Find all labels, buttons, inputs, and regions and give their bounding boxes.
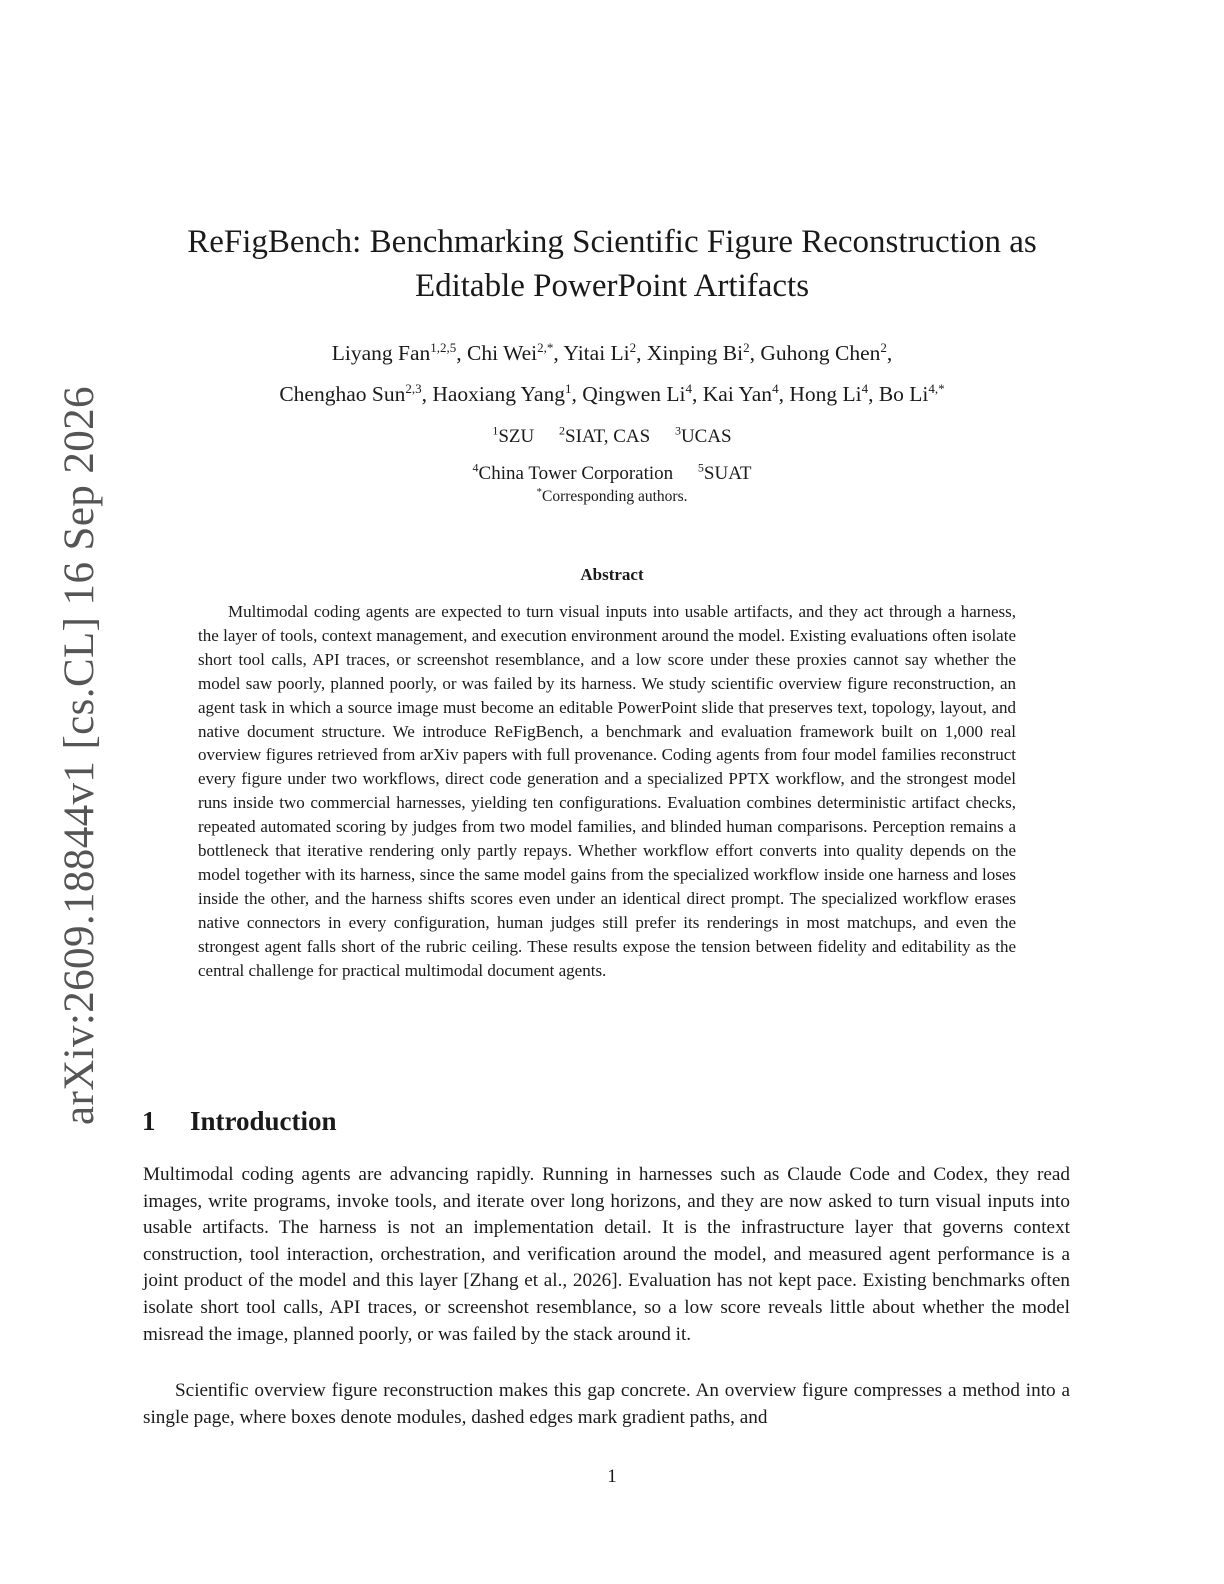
author: Chi Wei$^{2,*}$ [467, 340, 554, 366]
section-title: Introduction [190, 1106, 337, 1136]
body-paragraph: Scientific overview figure reconstruction makes this gap concrete. An overview figure compresses a method into a single page, where boxes denote modules, dashed edges mark gradient paths, and [143, 1380, 1070, 1428]
section-heading [142, 1106, 337, 1137]
affiliation-list [140, 416, 1084, 489]
author: Bo $Li^{4,*}$ [878, 381, 945, 407]
arxiv-identifier: arXiv:2609.18844v1 [cs.CL] 16 Sep 2026 [56, 386, 103, 1125]
author: Kai Yan$^4$ [702, 381, 779, 407]
body-paragraph: Multimodal coding agents are advancing rapidly. Running in harnesses such as Claude Code and Codex, they read images, write programs, invoke tools, and iterate over long horizons, and they are now asked to turn visual inputs into usable artifacts. The harness is not an implementation detail. It is the infrastructure layer that governs context construction, tool interaction, orchestration, and verification around the model, and measured agent performance is a joint product of the model and this layer [Zhang et al., 2026]. Evaluation has not kept pace. Existing benchmarks often isolate short tool calls, API traces, or screenshot resemblance, so a low score reveals little about whether the model misread the image, planned poorly, or was failed by the stack around it. [143, 1164, 1070, 1345]
affiliation: $^4$China Tower Corporation [472, 460, 674, 484]
affiliation: $^3$UCAS [674, 424, 732, 448]
author-list: Liyang Fan$^{1,2,5}$, Chi Wei$^{2,*}$, Yitai Li$^2$, Xinping Bi$^2$, Guhong Chen$^2$, Chenghao Sun$^{2,3}$, Haoxiang Yang$^1$, Qingwen Li$^4$, Kai Yan$^4$, Hong Li$^4$, Bo $Li^{4,*}$ [279, 340, 945, 407]
affiliation: $^1$SZU [492, 424, 535, 448]
abstract-text: Multimodal coding agents are expected to turn visual inputs into usable artifacts, and they act through a harness, the layer of tools, context management, and execution environment around the model. Existing evaluations often isolate short tool calls, API traces, or screenshot resemblance, and a low score under these proxies cannot say whether the model saw poorly, planned poorly, or was failed by its harness. We study scientific overview figure reconstruction, an agent task in which a source image must become an editable PowerPoint slide that preserves text, topology, layout, and native document structure. We introduce ReFigBench, a benchmark and evaluation framework built on 1,000 real overview figures retrieved from arXiv papers with full provenance. Coding agents from four model families reconstruct every figure under two workflows, direct code generation and a specialized PPTX workflow, and the strongest model runs inside two commercial harnesses, yielding ten configurations. Evaluation combines deterministic artifact checks, repeated automated scoring by judges from two model families, and blinded human comparisons. Perception remains a bottleneck that iterative rendering only partly repays. Whether workflow effort converts into quality depends on the model together with its harness, since the same model gains from the specialized workflow inside one harness and loses inside the other, and the harness shifts scores even under an identical direct prompt. The specialized workflow erases native connectors in every configuration, human judges still prefer its renderings in most matchups, and even the strongest agent falls short of the rubric ceiling. These results expose the tension between fidelity and editability as the central challenge for practical multimodal document agents. [198, 602, 1016, 980]
affiliation: $^2$SIAT, CAS [559, 424, 651, 448]
section-number: 1 [142, 1106, 156, 1136]
affiliation: $^5$SUAT [697, 460, 752, 484]
author: Qingwen Li$^4$ [582, 381, 693, 407]
author: Haoxiang Yang$^1$ [432, 381, 572, 407]
author: Chenghao Sun$^{2,3}$ [279, 381, 422, 407]
author: Guhong Chen$^2$ [760, 340, 887, 366]
paper-title: ReFigBench: Benchmarking Scientific Figure Reconstruction as Editable PowerPoint Artifacts [187, 224, 1037, 304]
corresponding-note: *Corresponding authors. [536, 486, 688, 506]
author: Hong Li$^4$ [789, 381, 869, 407]
author: Yitai Li$^2$ [563, 340, 637, 366]
abstract-heading: Abstract [580, 565, 644, 584]
page-number: 1 [607, 1466, 617, 1487]
author: Liyang Fan$^{1,2,5}$ [331, 340, 457, 366]
author: Xinping Bi$^2$ [646, 340, 750, 366]
